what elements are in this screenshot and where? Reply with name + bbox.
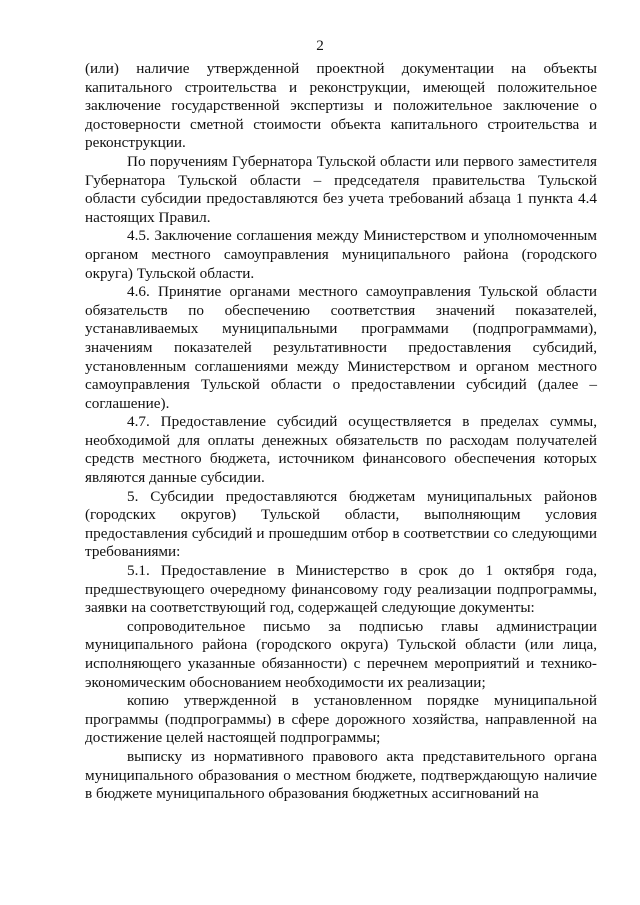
paragraph: 5.1. Предоставление в Министерство в срок до 1 октября года, предшествующего очередному финансовому году реализации подпрограммы, заявки на соответствующий год, содержащей следующие документы: (85, 562, 597, 617)
paragraph: 4.6. Принятие органами местного самоуправления Тульской области обязательств по обеспечению соответствия значений показателей, устанавливаемых муниципальными программами (подпрограммами), значениям показателей результативности предоставления субсидий, установленным соглашениями между Министерством и органом местного самоуправления Тульской области о предоставлении субсидий (далее – соглашение). (85, 283, 597, 412)
paragraph: (или) наличие утвержденной проектной документации на объекты капитального строительства и реконструкции, имеющей положительное заключение государственной экспертизы и положительное заключение о достоверности сметной стоимости объекта капитального строительства и реконструкции. (85, 60, 597, 152)
paragraph: сопроводительное письмо за подписью главы администрации муниципального района (городского округа) Тульской области (или лица, исполняющего указанные обязанности) с перечнем мероприятий и технико-экономическим обоснованием необходимости их реализации; (85, 617, 597, 691)
document-body (85, 60, 597, 804)
paragraph: выписку из нормативного правового акта представительного органа муниципального образования о местном бюджете, подтверждающую наличие в бюджете муниципального образования бюджетных ассигнований на (85, 747, 597, 803)
paragraph: 5. Субсидии предоставляются бюджетам муниципальных районов (городских округов) Тульской области, выполняющим условия предоставления субсидий и прошедшим отбор в соответствии со следующими требованиями: (85, 487, 597, 561)
paragraph: По поручениям Губернатора Тульской области или первого заместителя Губернатора Тульской области – председателя правительства Тульской области субсидии предоставляются без учета требований абзаца 1 пункта 4.4 настоящих Правил. (85, 152, 597, 226)
paragraph: 4.7. Предоставление субсидий осуществляется в пределах суммы, необходимой для оплаты денежных обязательств по расходам получателей средств местного бюджета, источником финансового обеспечения которых являются данные субсидии. (85, 413, 597, 487)
paragraph: копию утвержденной в установленном порядке муниципальной программы (подпрограммы) в сфере дорожного хозяйства, направленной на достижение целей настоящей подпрограммы; (85, 692, 597, 747)
page-number: 2 (316, 37, 324, 54)
paragraph: 4.5. Заключение соглашения между Министерством и уполномоченным органом местного самоуправления муниципального района (городского округа) Тульской области. (85, 227, 597, 282)
